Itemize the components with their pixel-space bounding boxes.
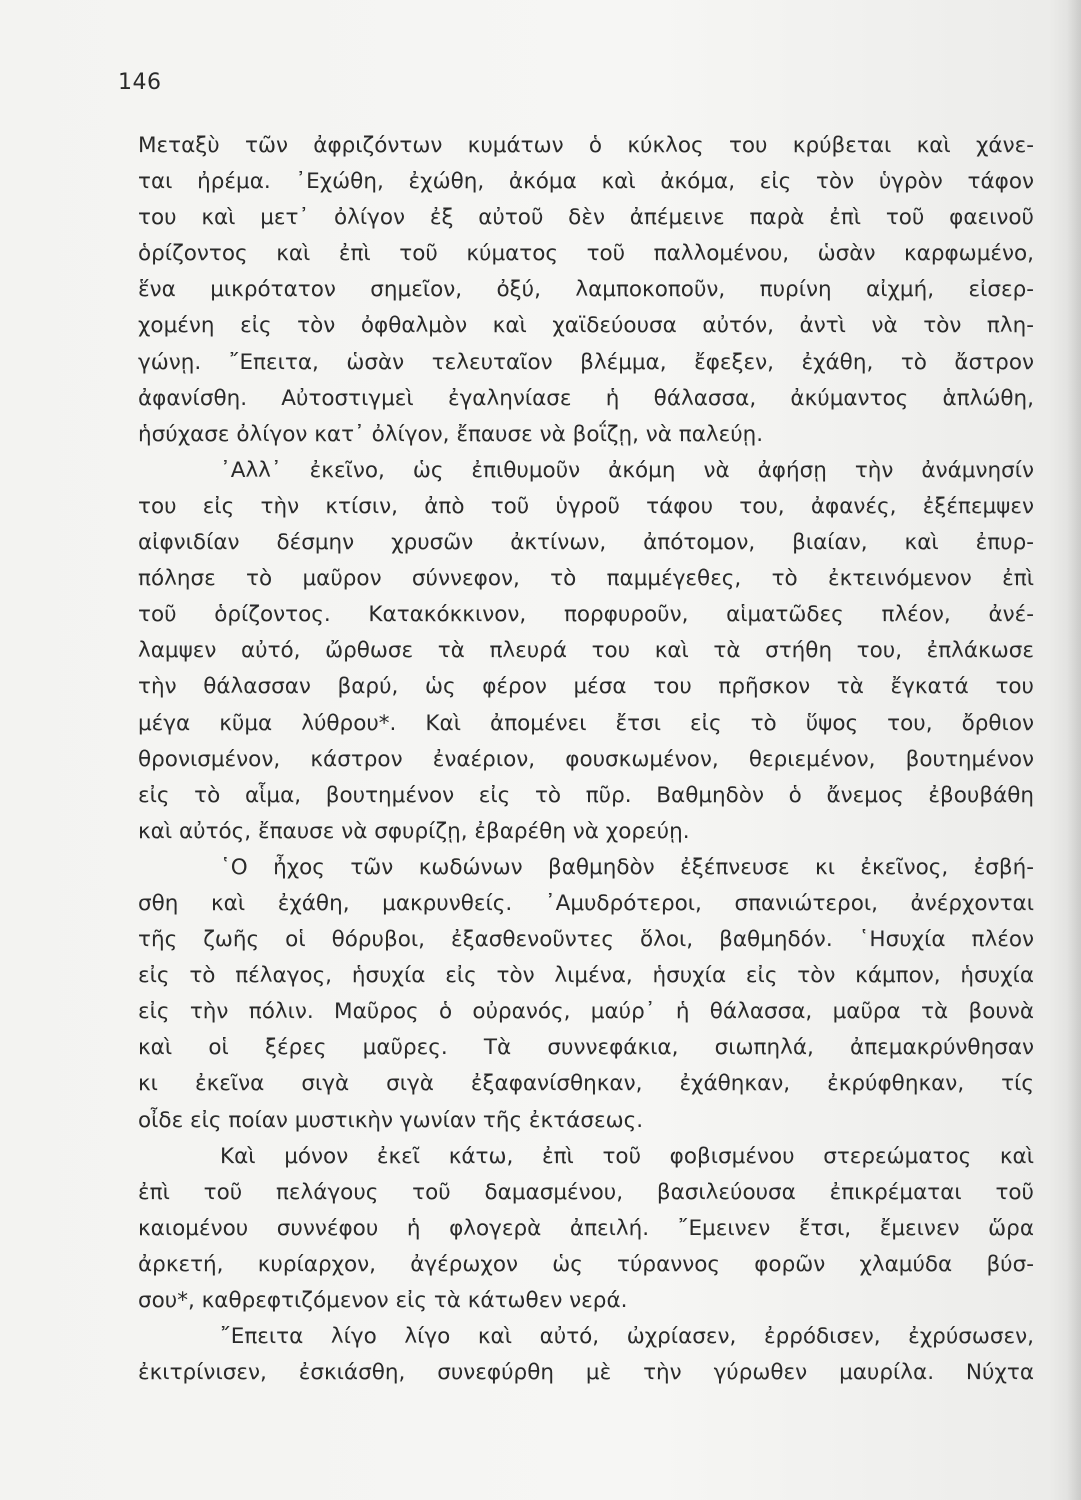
text-line: ὁρίζοντος καὶ ἐπὶ τοῦ κύματος τοῦ παλλομένου, ὡσὰν καρφωμένο, xyxy=(138,241,1034,267)
text-line: εἰς τὸ αἷμα, βουτημένον εἰς τὸ πῦρ. Βαθμηδὸν ὁ ἄνεμος ἐβουβάθη xyxy=(138,782,1034,808)
text-line: κι ἐκεῖνα σιγὰ σιγὰ ἐξαφανίσθηκαν, ἐχάθηκαν, ἐκρύφθηκαν, τίς xyxy=(138,1071,1034,1097)
text-line: του καὶ μετ᾿ ὀλίγον ἐξ αὐτοῦ δὲν ἀπέμεινε παρὰ ἐπὶ τοῦ φαεινοῦ xyxy=(138,205,1034,231)
text-line: καὶ αὐτός, ἔπαυσε νὰ σφυρίζῃ, ἐβαρέθη νὰ χορεύῃ. xyxy=(138,818,690,844)
text-line: χομένη εἰς τὸν ὀφθαλμὸν καὶ χαϊδεύουσα αὐτόν, ἀντὶ νὰ τὸν πλη- xyxy=(138,313,1034,339)
text-line: εἰς τὸ πέλαγος, ἡσυχία εἰς τὸν λιμένα, ἡσυχία εἰς τὸν κάμπον, ἡσυχία xyxy=(138,963,1034,989)
text-line: τὴν θάλασσαν βαρύ, ὡς φέρον μέσα του πρῆσκον τὰ ἔγκατά του xyxy=(138,674,1034,700)
text-line: ἐκιτρίνισεν, ἐσκιάσθη, συνεφύρθη μὲ τὴν γύρωθεν μαυρίλα. Νύχτα xyxy=(138,1360,1034,1386)
text-line: ἀφανίσθη. Αὐτοστιγμεὶ ἐγαληνίασε ἡ θάλασσα, ἀκύμαντος ἁπλώθη, xyxy=(138,385,1034,411)
page-number: 146 xyxy=(118,70,162,95)
text-line: ᾿Αλλ᾿ ἐκεῖνο, ὡς ἐπιθυμοῦν ἀκόμη νὰ ἀφήσῃ τὴν ἀνάμνησίν xyxy=(220,457,1034,483)
text-line: λαμψεν αὐτό, ὤρθωσε τὰ πλευρά του καὶ τὰ στήθη του, ἐπλάκωσε xyxy=(138,638,1034,664)
text-line: οἶδε εἰς ποίαν μυστικὴν γωνίαν τῆς ἐκτάσεως. xyxy=(138,1107,644,1133)
text-line: τῆς ζωῆς οἱ θόρυβοι, ἐξασθενοῦντες ὅλοι, βαθμηδόν. ῾Ησυχία πλέον xyxy=(138,927,1034,953)
text-line: καὶ οἱ ξέρες μαῦρες. Τὰ συννεφάκια, σιωπηλά, ἀπεμακρύνθησαν xyxy=(138,1035,1034,1061)
text-line: θρονισμένον, κάστρον ἐναέριον, φουσκωμένον, θεριεμένον, βουτημένον xyxy=(138,746,1034,772)
text-line: ἡσύχασε ὀλίγον κατ᾿ ὀλίγον, ἔπαυσε νὰ βοΐζῃ, νὰ παλεύῃ. xyxy=(138,421,764,447)
text-line: ἐπὶ τοῦ πελάγους τοῦ δαμασμένου, βασιλεύουσα ἐπικρέμαται τοῦ xyxy=(138,1179,1034,1205)
text-line: σθη καὶ ἐχάθη, μακρυνθείς. ᾿Αμυδρότεροι, σπανιώτεροι, ἀνέρχονται xyxy=(138,890,1034,916)
body-text xyxy=(138,128,1034,1391)
text-line: του εἰς τὴν κτίσιν, ἀπὸ τοῦ ὑγροῦ τάφου του, ἀφανές, ἐξέπεμψεν xyxy=(138,493,1034,519)
text-line: ἕνα μικρότατον σημεῖον, ὀξύ, λαμποκοποῦν, πυρίνη αἰχμή, εἰσερ- xyxy=(138,277,1034,303)
text-line: ῎Επειτα λίγο λίγο καὶ αὐτό, ὠχρίασεν, ἐρρόδισεν, ἐχρύσωσεν, xyxy=(220,1324,1034,1350)
text-line: μέγα κῦμα λύθρου*. Καὶ ἀπομένει ἔτσι εἰς τὸ ὕψος του, ὄρθιον xyxy=(138,710,1034,736)
text-line: Καὶ μόνον ἐκεῖ κάτω, ἐπὶ τοῦ φοβισμένου στερεώματος καὶ xyxy=(220,1143,1034,1169)
text-line: ἀρκετή, κυρίαρχον, ἀγέρωχον ὡς τύραννος φορῶν χλαμύδα βύσ- xyxy=(138,1251,1034,1277)
text-line: Μεταξὺ τῶν ἀφριζόντων κυμάτων ὁ κύκλος του κρύβεται καὶ χάνε- xyxy=(138,133,1034,158)
text-line: ται ἠρέμα. ᾿Εχώθη, ἐχώθη, ἀκόμα καὶ ἀκόμα, εἰς τὸν ὑγρὸν τάφον xyxy=(138,169,1034,195)
text-line: ῾Ο ἦχος τῶν κωδώνων βαθμηδὸν ἐξέπνευσε κι ἐκεῖνος, ἐσβή- xyxy=(220,854,1034,880)
text-line: γώνῃ. ῎Επειτα, ὡσὰν τελευταῖον βλέμμα, ἔφεξεν, ἐχάθη, τὸ ἄστρον xyxy=(138,349,1034,375)
text-line: τοῦ ὁρίζοντος. Κατακόκκινον, πορφυροῦν, αἱματῶδες πλέον, ἀνέ- xyxy=(138,602,1034,628)
text-line: πόλησε τὸ μαῦρον σύννεφον, τὸ παμμέγεθες, τὸ ἐκτεινόμενον ἐπὶ xyxy=(138,566,1034,592)
text-line: εἰς τὴν πόλιν. Μαῦρος ὁ οὐρανός, μαύρ᾿ ἡ θάλασσα, μαῦρα τὰ βουνὰ xyxy=(138,999,1034,1025)
text-line: καιομένου συννέφου ἡ φλογερὰ ἀπειλή. ῎Εμεινεν ἔτσι, ἔμεινεν ὥρα xyxy=(138,1215,1034,1241)
page-edge-shadow xyxy=(1067,0,1081,1500)
text-line: σου*, καθρεφτιζόμενον εἰς τὰ κάτωθεν νερά. xyxy=(138,1288,628,1313)
text-line: αἰφνιδίαν δέσμην χρυσῶν ἀκτίνων, ἀπότομον, βιαίαν, καὶ ἐπυρ- xyxy=(138,530,1034,556)
